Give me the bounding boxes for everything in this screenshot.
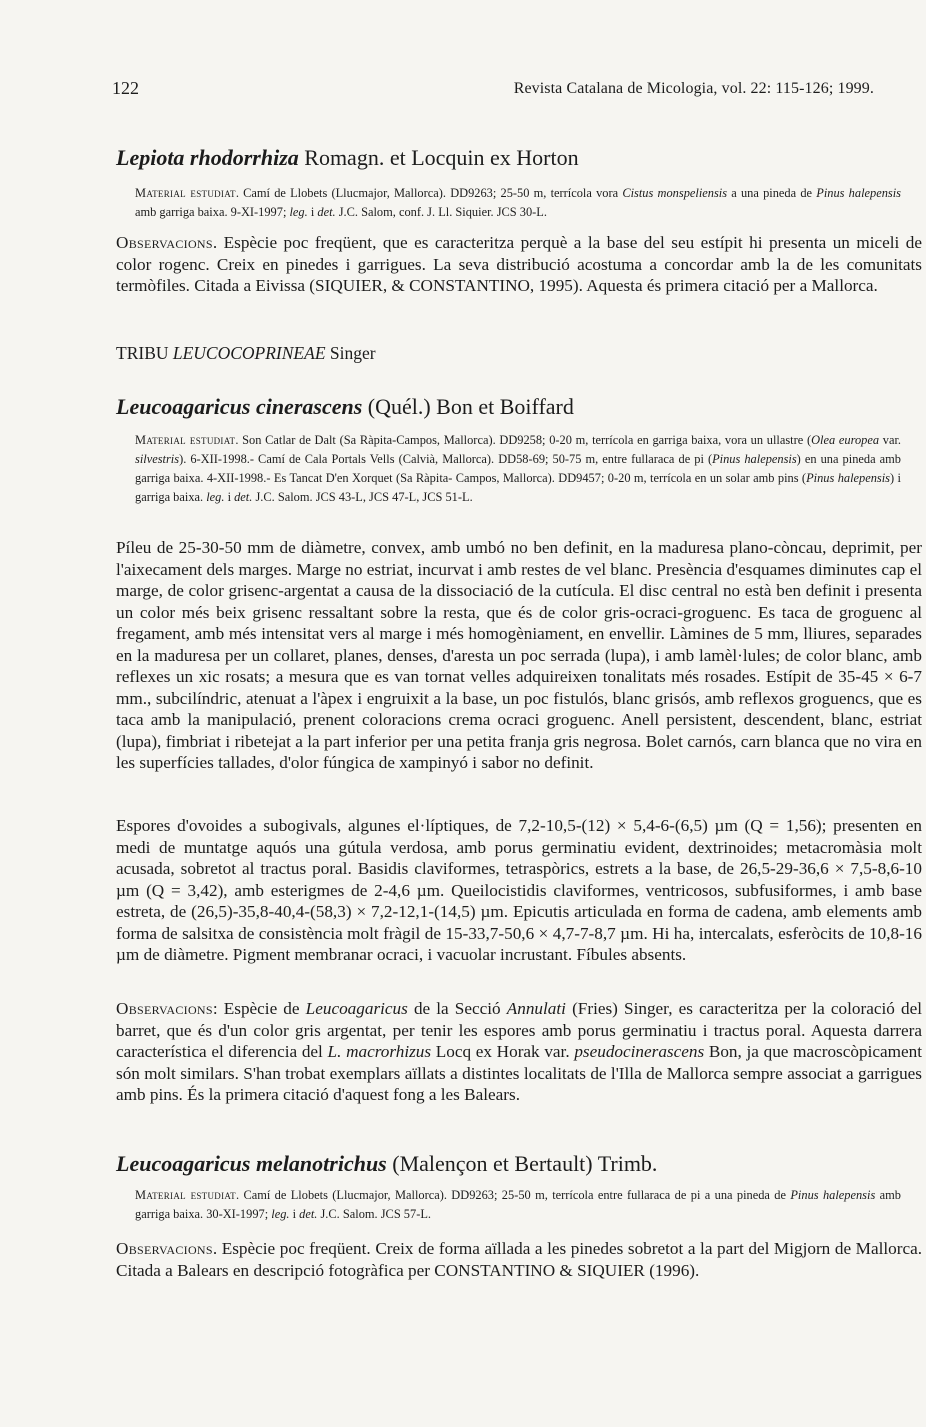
material-studied: Material estudiat. Camí de Llobets (Llucmajor, Mallorca). DD9263; 25-50 m, terrícola vora Cistus monspeliensis a una pineda de Pinus halepensis amb garriga baixa. 9-XI-1997; leg. i det. J.C. Salom, conf. J. Ll. Siquier. JCS 30-L. bbox=[135, 186, 901, 219]
material-studied: Material estudiat. Camí de Llobets (Llucmajor, Mallorca). DD9263; 25-50 m, terrícola entre fullaraca de pi a una pineda de Pinus halepensis amb garriga baixa. 30-XI-1997; leg. i det. J.C. Salom. JCS 57-L. bbox=[135, 1188, 901, 1221]
species-name: Leucoagaricus melanotrichus bbox=[116, 1151, 387, 1176]
observations-paragraph: Observacions. Espècie poc freqüent. Creix de forma aïllada a les pinedes sobretot a la part del Migjorn de Mallorca. Citada a Balears en descripció fotogràfica per CONSTANTINO & SIQUIER (1996). bbox=[116, 1239, 922, 1280]
species-heading-leucoagaricus-melanotrichus bbox=[116, 1150, 886, 1178]
tribe-heading: TRIBU LEUCOCOPRINEAE Singer bbox=[116, 343, 376, 363]
species-authority: (Malençon et Bertault) Trimb. bbox=[386, 1151, 658, 1176]
observations-label: Observacions bbox=[116, 1239, 213, 1258]
observations-label: Observacions bbox=[116, 233, 213, 252]
species-name: Lepiota rhodorrhiza bbox=[116, 145, 299, 170]
species-name: Leucoagaricus cinerascens bbox=[116, 394, 363, 419]
material-label: Material estudiat bbox=[135, 186, 236, 200]
page-number: 122 bbox=[112, 78, 139, 98]
observations-label: Observacions bbox=[116, 999, 213, 1018]
species-authority: (Quél.) Bon et Boiffard bbox=[362, 394, 574, 419]
species-authority: Romagn. et Locquin ex Horton bbox=[298, 145, 579, 170]
species-heading-leucoagaricus-cinerascens bbox=[116, 393, 886, 421]
macroscopic-description: Píleu de 25-30-50 mm de diàmetre, convex, amb umbó no ben definit, en la maduresa plano-còncau, deprimit, per l'aixecament dels marges. Marge no estriat, incurvat i amb restes de vel blanc. Presència d'esquames diminutes cap el marge, de color grisenc-argentat a causa de la dissociació de la cutícula. El disc central no està ben definit i presenta un color més beix grisenc ressaltant sobre la resta, que és de color gris-ocraci-groguenc. Es taca de groguenc al fregament, amb més intensitat vers al marge i més homogèniament, en envellir. Làmines de 5 mm, lliures, separades en la maduresa per un collaret, planes, denses, d'aresta un poc serrada (lupa), i amb lamèl·lules; de color blanc, amb reflexes un xic rosats; a mesura que es van tornat velles adquireixen tonalitats més rosades. Estípit de 35-45 × 6-7 mm., subcilíndric, atenuat a l'àpex i engruixit a la base, un poc fistulós, blanc grisós, amb reflexos groguencs, que es taca amb la manipulació, prenent coloracions crema ocraci groguenc. Anell persistent, descendent, blanc, estriat (lupa), fimbriat i ribetejat a la part inferior per una petita franja gris negrosa. Bolet carnós, carn blanca que no vira en les superfícies tallades, d'olor fúngica de xampinyó i sabor no definit. bbox=[116, 538, 922, 772]
observations-paragraph: Observacions. Espècie poc freqüent, que es caracteritza perquè a la base del seu estípit hi presenta un miceli de color rogenc. Creix en pinedes i garrigues. La seva distribució acostuma a concordar amb la de les comunitats termòfiles. Citada a Eivissa (SIQUIER, & CONSTANTINO, 1995). Aquesta és primera citació per a Mallorca. bbox=[116, 233, 922, 295]
running-header: Revista Catalana de Micologia, vol. 22: 115-126; 1999. bbox=[513, 80, 874, 97]
species-heading-lepiota-rhodorrhiza bbox=[116, 144, 886, 172]
microscopic-description: Espores d'ovoides a subogivals, algunes el·líptiques, de 7,2-10,5-(12) × 5,4-6-(6,5) µm (Q = 1,56); presenten en medi de muntatge aquós una gútula verdosa, amb porus germinatiu evident, dextrinoides; metacromàsia molt acusada, sobretot al tractus poral. Basidis claviformes, tetraspòrics, estrets a la base, de 26,5-29-36,6 × 7,5-8,6-10 µm (Q = 3,42), amb esterigmes de 2-4,6 µm. Queilocistidis claviformes, ventricosos, subfusiformes, i amb base estreta, de (26,5)-35,8-40,4-(58,3) × 7,2-12,1-(14,5) µm. Epicutis articulada en forma de cadena, amb elements amb forma de salsitxa de consistència molt fràgil de 15-33,7-50,6 × 4,7-7-8,7 µm. Hi ha, intercalats, esferòcits de 10,8-16 µm de diàmetre. Pigment membranar ocraci, i vacuolar incrustant. Fíbules absents. bbox=[116, 816, 922, 964]
material-label: Material estudiat bbox=[135, 433, 236, 447]
material-label: Material estudiat bbox=[135, 1188, 236, 1202]
observations-paragraph: Observacions: Espècie de Leucoagaricus de la Secció Annulati (Fries) Singer, es caracteritza per la coloració del barret, que és d'un color gris argentat, per tenir les espores amb porus germinatiu i tractus poral. Aquesta darrera característica el diferencia del L. macrorhizus Locq ex Horak var. pseudocinerascens Bon, ja que macroscòpicament són molt similars. S'han trobat exemplars aïllats a distintes localitats de l'Illa de Mallorca sempre associat a garrigues amb pins. És la primera citació d'aquest fong a les Balears. bbox=[116, 999, 922, 1104]
material-studied: Material estudiat. Son Catlar de Dalt (Sa Ràpita-Campos, Mallorca). DD9258; 0-20 m, terrícola en garriga baixa, vora un ullastre (Olea europea var. silvestris). 6-XII-1998.- Camí de Cala Portals Vells (Calvià, Mallorca). DD58-69; 50-75 m, entre fullaraca de pi (Pinus halepensis) en una pineda amb garriga baixa. 4-XII-1998.- Es Tancat D'en Xorquet (Sa Ràpita- Campos, Mallorca). DD9457; 0-20 m, terrícola en un solar amb pins (Pinus halepensis) i garriga baixa. leg. i det. J.C. Salom. JCS 43-L, JCS 47-L, JCS 51-L. bbox=[135, 433, 901, 504]
